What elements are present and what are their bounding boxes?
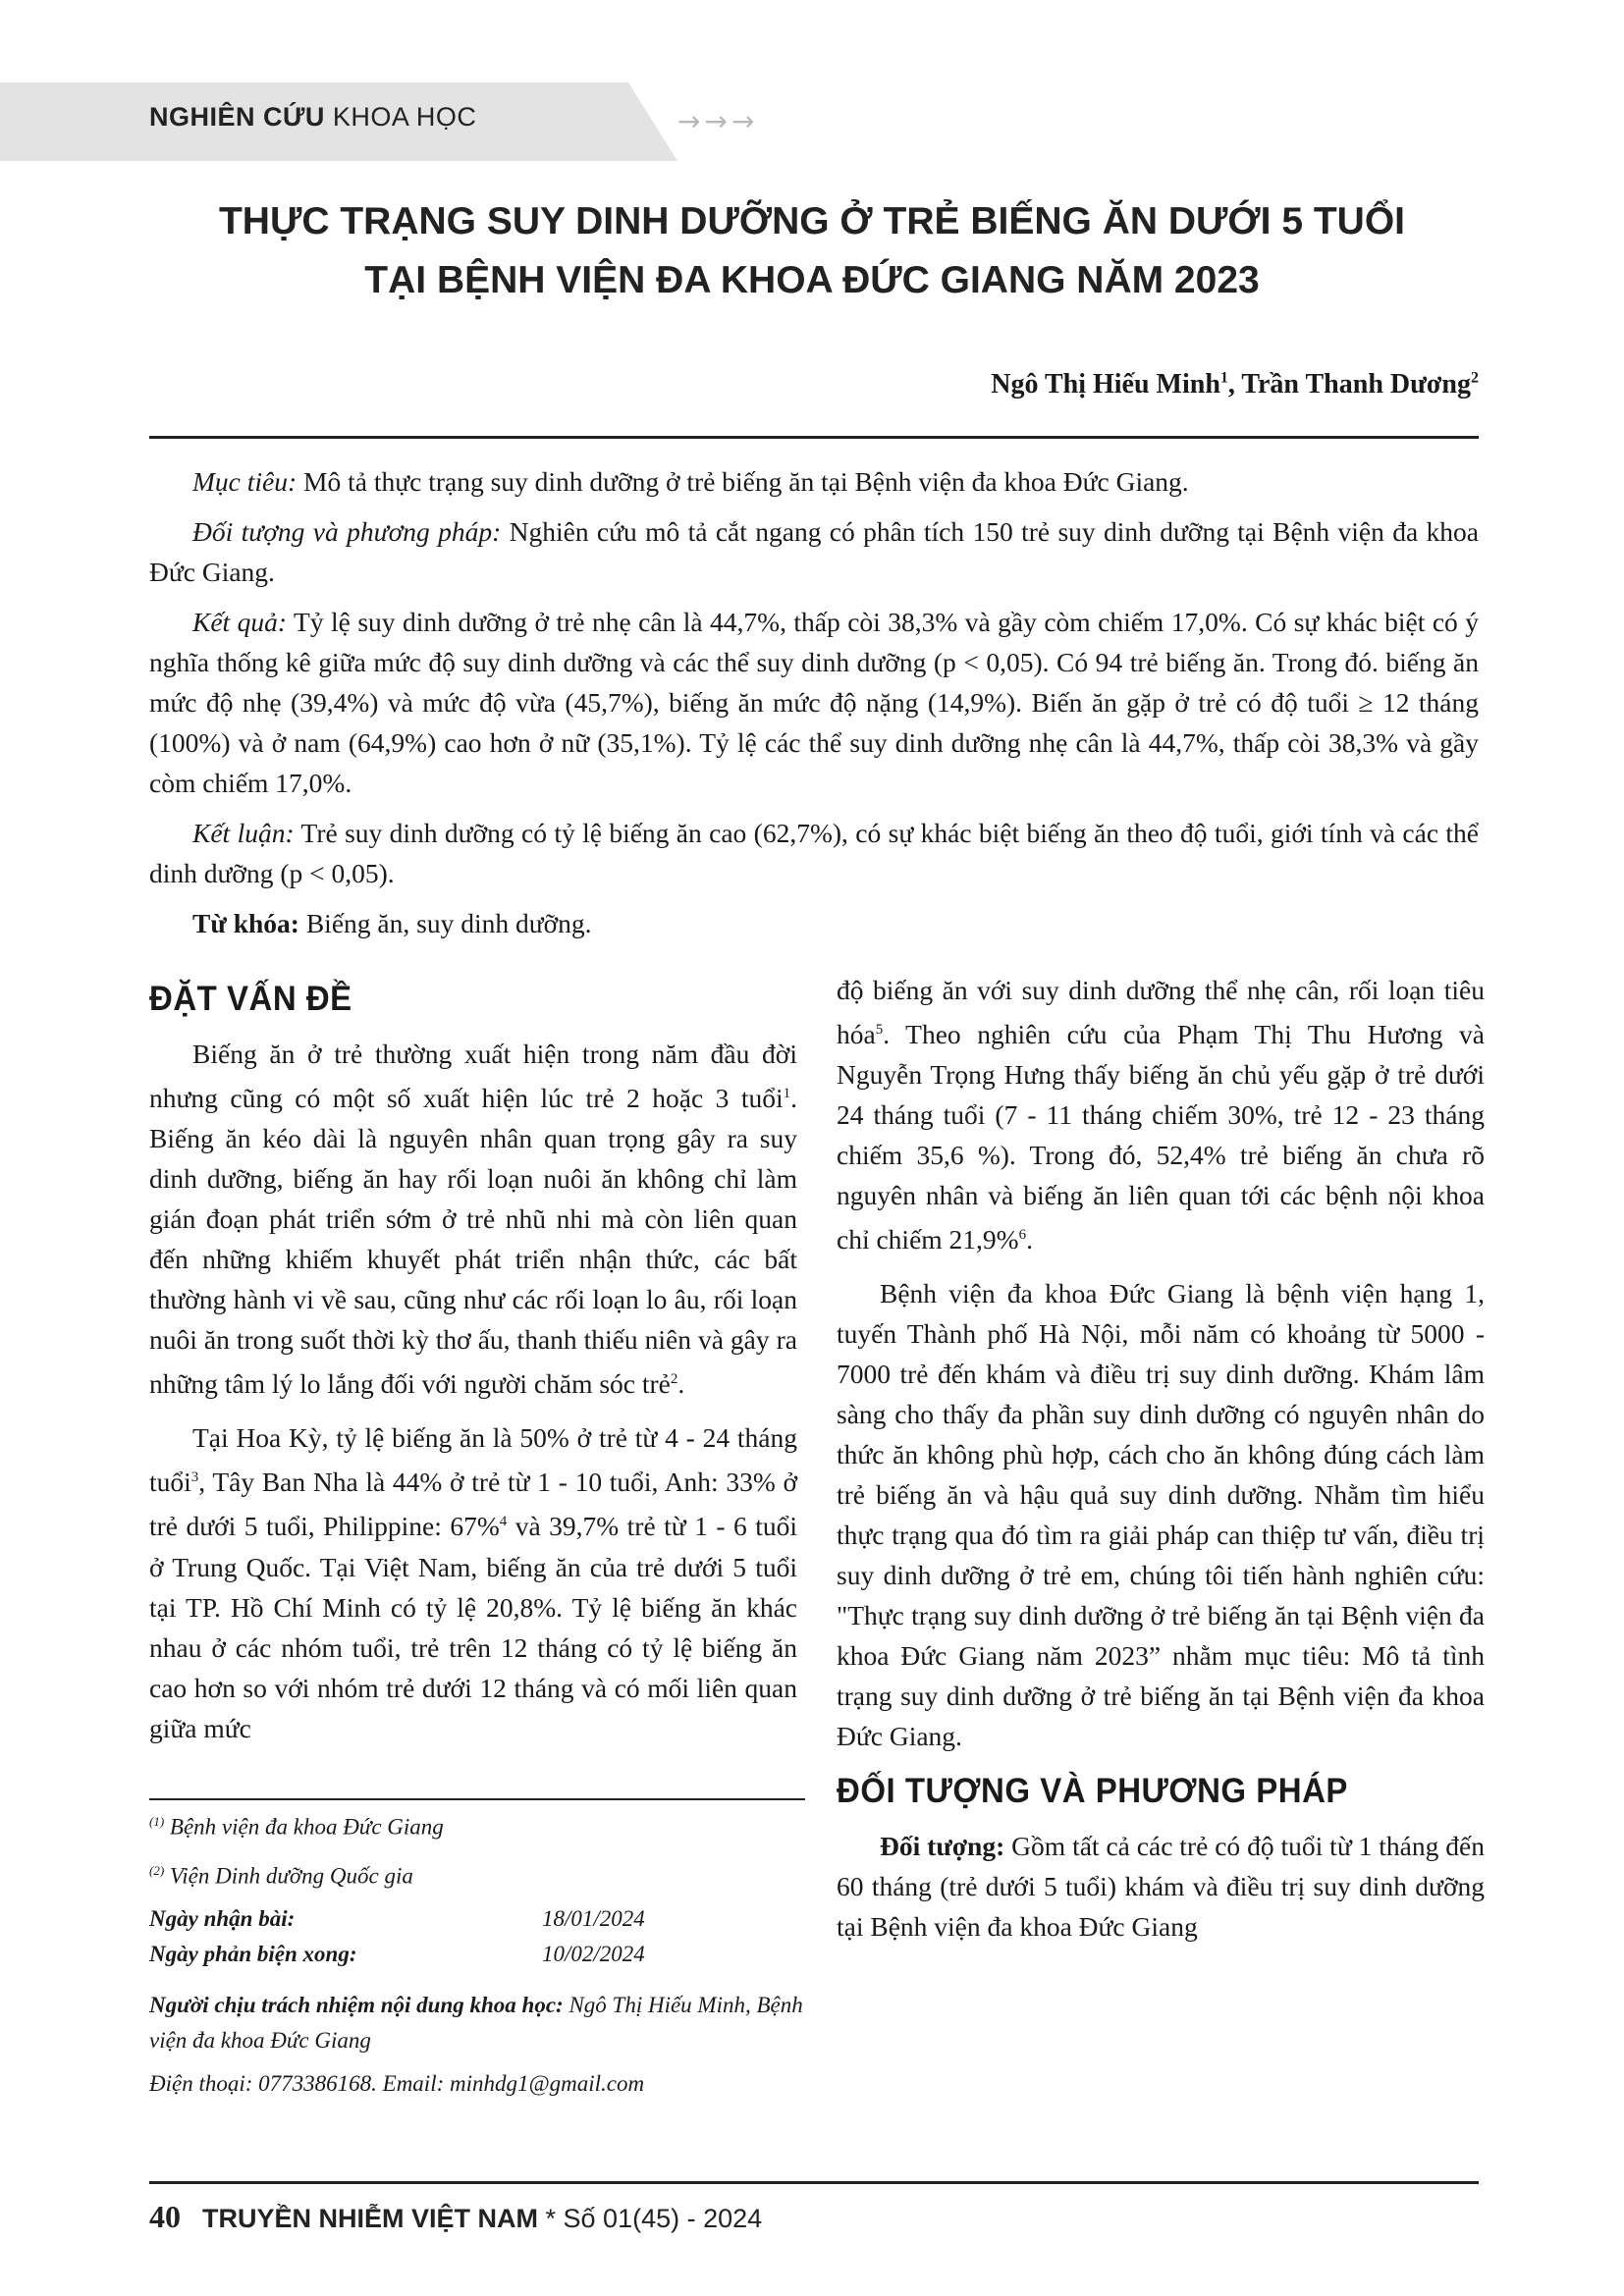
affiliation-2-text: Viện Dinh dưỡng Quốc gia — [164, 1863, 413, 1889]
citation-ref: 2 — [670, 1371, 678, 1388]
reviewed-date-row — [149, 1937, 805, 1972]
title-line-1: THỰC TRẠNG SUY DINH DƯỠNG Ở TRẺ BIẾNG ĂN DƯỚI 5 TUỔI — [218, 200, 1406, 242]
abstract-objective — [149, 461, 1479, 502]
footer-star: * — [538, 2204, 564, 2233]
citation-ref: 6 — [1018, 1227, 1027, 1244]
left-column — [149, 972, 797, 1762]
subjects-text: Gồm tất cả các trẻ có độ tuổi từ 1 tháng đến 60 tháng (trẻ dưới 5 tuổi) khám và điều trị suy dinh dưỡng tại Bệnh viện đa khoa Đức Giang — [837, 1831, 1485, 1943]
author-1: Ngô Thị Hiếu Minh — [991, 369, 1220, 400]
intro-paragraph-3 — [837, 970, 1485, 1259]
received-label: Ngày nhận bài: — [149, 1906, 296, 1932]
citation-ref: 4 — [499, 1514, 508, 1530]
objective-label: Mục tiêu: — [192, 466, 298, 497]
affiliation-mark: (2) — [149, 1862, 165, 1878]
right-column — [837, 970, 1485, 1960]
responsible-label: Người chịu trách nhiệm nội dung khoa học: — [149, 1993, 564, 2018]
citation-ref: 5 — [875, 1022, 884, 1038]
conclusion-label: Kết luận: — [192, 818, 295, 848]
page-number: 40 — [149, 2199, 181, 2234]
author-1-affiliation: 1 — [1219, 369, 1228, 387]
abstract-conclusion — [149, 813, 1479, 893]
conclusion-text: Trẻ suy dinh dưỡng có tỷ lệ biếng ăn cao (62,7%), có sự khác biệt biếng ăn theo độ tuổi, giới tính và các thể dinh dưỡng (p < 0,05). — [149, 818, 1479, 888]
footnotes — [149, 1804, 805, 2109]
keywords-label: Từ khóa: — [192, 908, 299, 938]
contact-info: Điện thoại: 0773386168. Email: minhdg1@gmail.com — [149, 2071, 645, 2097]
received-date: 18/01/2024 — [542, 1906, 645, 1932]
responsible-text: Ngô Thị Hiếu Minh, Bệnh viện đa khoa Đức Giang — [149, 1993, 803, 2054]
affiliation-1 — [149, 1804, 805, 1845]
abstract — [149, 461, 1479, 953]
intro-p2-text-end: và 39,7% trẻ từ 1 - 6 tuổi ở Trung Quốc. Tại Việt Nam, biếng ăn của trẻ dưới 5 tuổi tại TP. Hồ Chí Minh có tỷ lệ 20,8%. Tỷ lệ biếng ăn khác nhau ở các nhóm tuổi, trẻ trên 12 tháng có tỷ lệ biếng ăn cao hơn so với nhóm trẻ dưới 12 tháng và có mối liên quan giữa mức — [149, 1511, 797, 1743]
citation-ref: 3 — [190, 1469, 199, 1486]
author-2: Trần Thanh Dương — [1241, 369, 1471, 400]
methods-text: Nghiên cứu mô tả cắt ngang có phân tích 150 trẻ suy dinh dưỡng tại Bệnh viện đa khoa Đức Giang. — [149, 516, 1479, 587]
abstract-keywords — [149, 903, 1479, 943]
methods-label: Đối tượng và phương pháp: — [192, 516, 502, 547]
methods-paragraph-1 — [837, 1826, 1485, 1947]
author-separator: , — [1227, 369, 1242, 400]
journal-name: TRUYỀN NHIỄM VIỆT NAM — [202, 2204, 539, 2233]
intro-paragraph-4: Bệnh viện đa khoa Đức Giang là bệnh viện hạng 1, tuyến Thành phố Hà Nội, mỗi năm có khoảng từ 5000 - 7000 trẻ đến khám và điều trị suy dinh dưỡng. Khám lâm sàng cho thấy đa phần suy dinh dưỡng có nguyên nhân do thức ăn không phù hợp, cách cho ăn không đúng cách làm trẻ biếng ăn và hậu quả suy dinh dưỡng. Nhằm tìm hiểu thực trạng qua đó tìm ra giải pháp can thiệp tư vấn, điều trị suy dinh dưỡng ở trẻ em, chúng tôi tiến hành nghiên cứu: "Thực trạng suy dinh dưỡng ở trẻ biếng ăn tại Bệnh viện đa khoa Đức Giang năm 2023” nhằm mục tiêu: Mô tả tình trạng suy dinh dưỡng ở trẻ biếng ăn tại Bệnh viện đa khoa Đức Giang. — [837, 1278, 1485, 1752]
intro-p3-text-cont: . Theo nghiên cứu của Phạm Thị Thu Hương và Nguyễn Trọng Hưng thấy biếng ăn chủ yếu gặp ở trẻ dưới 24 tháng tuổi (7 - 11 tháng chiếm 30%, trẻ 12 - 23 tháng chiếm 35,6 %). Trong đó, 52,4% trẻ biếng ăn chưa rõ nguyên nhân và biếng ăn liên quan tới các bệnh nội khoa chỉ chiếm 21,9% — [837, 1019, 1485, 1255]
section-heading-methods: ĐỐI TƯỢNG VÀ PHƯƠNG PHÁP — [837, 1770, 1348, 1810]
top-divider — [149, 436, 1479, 439]
bottom-divider — [149, 2181, 1479, 2184]
intro-p1-end: . — [677, 1368, 685, 1400]
footnote-divider — [149, 1798, 805, 1800]
section-label-bold: NGHIÊN CỨU — [149, 102, 325, 132]
affiliation-1-text: Bệnh viện đa khoa Đức Giang — [164, 1814, 444, 1840]
reviewed-date: 10/02/2024 — [542, 1942, 645, 1967]
arrow-right-icon: → — [677, 105, 701, 137]
keywords-text: Biếng ăn, suy dinh dưỡng. — [298, 908, 592, 938]
arrow-right-icon: → — [704, 105, 728, 137]
author-2-affiliation: 2 — [1471, 369, 1479, 387]
intro-p3-end: . — [1026, 1224, 1033, 1255]
arrows-decoration — [677, 102, 754, 141]
article-title — [98, 192, 1526, 310]
intro-paragraph-2 — [149, 1417, 797, 1747]
results-text: Tỷ lệ suy dinh dưỡng ở trẻ nhẹ cân là 44,7%, thấp còi 38,3% và gầy còm chiếm 17,0%. Có sự khác biệt có ý nghĩa thống kê giữa mức độ suy dinh dưỡng và các thể suy dinh dưỡng (p < 0,05). Có 94 trẻ biếng ăn. Trong đó. biếng ăn mức độ nhẹ (39,4%) và mức độ vừa (45,7%), biếng ăn mức độ nặng (14,9%). Biến ăn gặp ở trẻ có độ tuổi ≥ 12 tháng (100%) và ở nam (64,9%) cao hơn ở nữ (35,1%). Tỷ lệ các thể suy dinh dưỡng nhẹ cân là 44,7%, thấp còi 38,3% và gầy còm chiếm 17,0%. — [149, 607, 1479, 798]
received-date-row — [149, 1901, 805, 1937]
subjects-label: Đối tượng: — [880, 1831, 1005, 1862]
page-footer — [149, 2199, 762, 2235]
intro-p3-text: độ biếng ăn với suy dinh dưỡng thể nhẹ cân, rối loạn tiêu hóa — [837, 975, 1485, 1050]
arrow-right-icon: → — [731, 105, 755, 137]
journal-issue: Số 01(45) - 2024 — [563, 2204, 763, 2233]
section-heading-introduction: ĐẶT VẤN ĐỀ — [149, 978, 352, 1018]
affiliation-2 — [149, 1853, 805, 1895]
intro-p2-text: Tại Hoa Kỳ, tỷ lệ biếng ăn là 50% ở trẻ từ 4 - 24 tháng tuổi — [149, 1422, 797, 1498]
reviewed-label: Ngày phản biện xong: — [149, 1942, 357, 1967]
objective-text: Mô tả thực trạng suy dinh dưỡng ở trẻ biếng ăn tại Bệnh viện đa khoa Đức Giang. — [297, 466, 1189, 497]
intro-p1-text-cont: . Biếng ăn kéo dài là nguyên nhân quan trọng gây ra suy dinh dưỡng, biếng ăn hay rối loạn nuôi ăn không chỉ làm gián đoạn phát triển sớm ở trẻ nhũ nhi mà còn liên quan đến những khiếm khuyết phát triển nhận thức, các bất thường hành vi về sau, cũng như các rối loạn lo âu, rối loạn nuôi ăn trong suốt thời kỳ thơ ấu, thanh thiếu niên và gây ra những tâm lý lo lắng đối với người chăm sóc trẻ — [149, 1083, 797, 1400]
title-line-2: TẠI BỆNH VIỆN ĐA KHOA ĐỨC GIANG NĂM 2023 — [364, 259, 1260, 301]
citation-ref: 1 — [783, 1086, 791, 1101]
responsible-person — [149, 1988, 805, 2058]
intro-p1-text: Biếng ăn ở trẻ thường xuất hiện trong năm đầu đời nhưng cũng có một số xuất hiện lúc trẻ 2 hoặc 3 tuổi — [149, 1039, 797, 1114]
results-label: Kết quả: — [192, 607, 288, 637]
abstract-methods — [149, 511, 1479, 592]
abstract-results — [149, 602, 1479, 803]
affiliation-mark: (1) — [149, 1814, 165, 1829]
author-list — [991, 369, 1479, 400]
intro-p2-text-cont: , Tây Ban Nha là 44% ở trẻ từ 1 - 10 tuổi, Anh: 33% ở trẻ dưới 5 tuổi, Philippine: 67% — [149, 1467, 797, 1542]
intro-paragraph-1 — [149, 1034, 797, 1404]
section-label-rest: KHOA HỌC — [324, 102, 477, 132]
section-label — [149, 102, 476, 133]
